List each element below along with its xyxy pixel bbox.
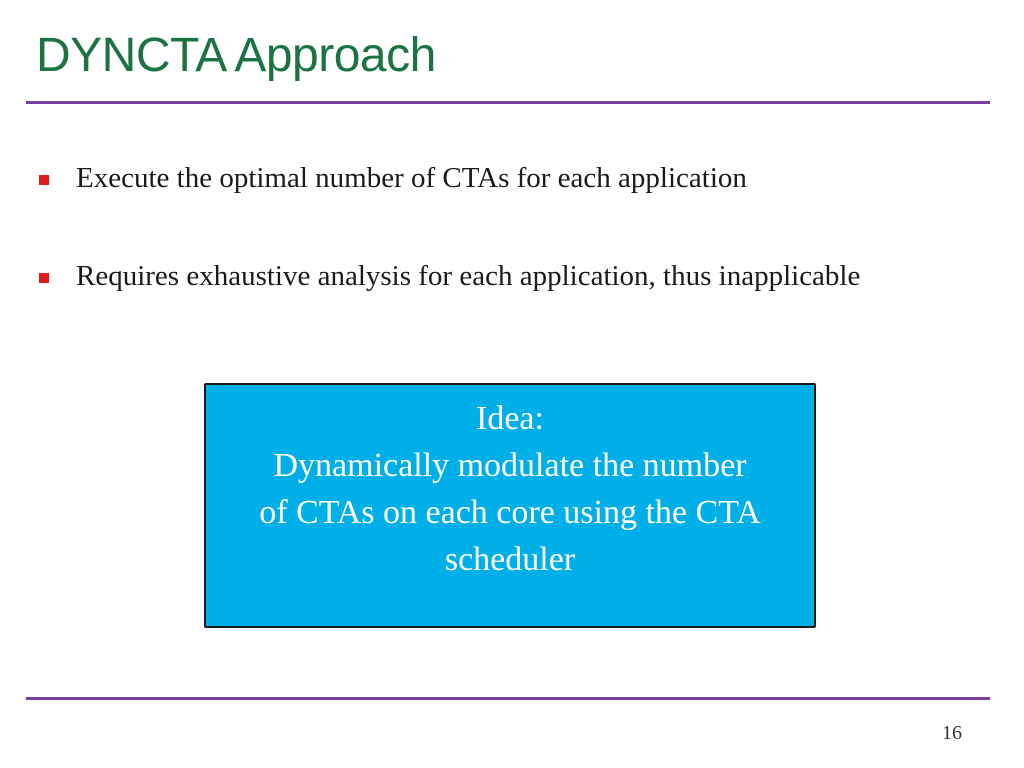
idea-line: of CTAs on each core using the CTA — [259, 494, 761, 531]
bullet-item — [36, 256, 936, 296]
bullet-text: Requires exhaustive analysis for each application, thus inapplicable — [76, 260, 861, 292]
bullet-item — [36, 158, 936, 198]
page-number: 16 — [942, 722, 962, 744]
title-divider — [26, 101, 990, 104]
idea-heading: Idea: — [476, 400, 544, 437]
idea-line: Dynamically modulate the number — [273, 447, 747, 484]
slide-title: DYNCTA Approach — [36, 29, 436, 82]
square-bullet-icon — [39, 273, 49, 283]
square-bullet-icon — [39, 175, 49, 185]
bullet-list — [36, 158, 936, 296]
idea-callout-box — [204, 383, 816, 628]
footer-divider — [26, 697, 990, 700]
idea-line: scheduler — [444, 541, 576, 578]
bullet-text: Execute the optimal number of CTAs for each application — [76, 162, 747, 194]
